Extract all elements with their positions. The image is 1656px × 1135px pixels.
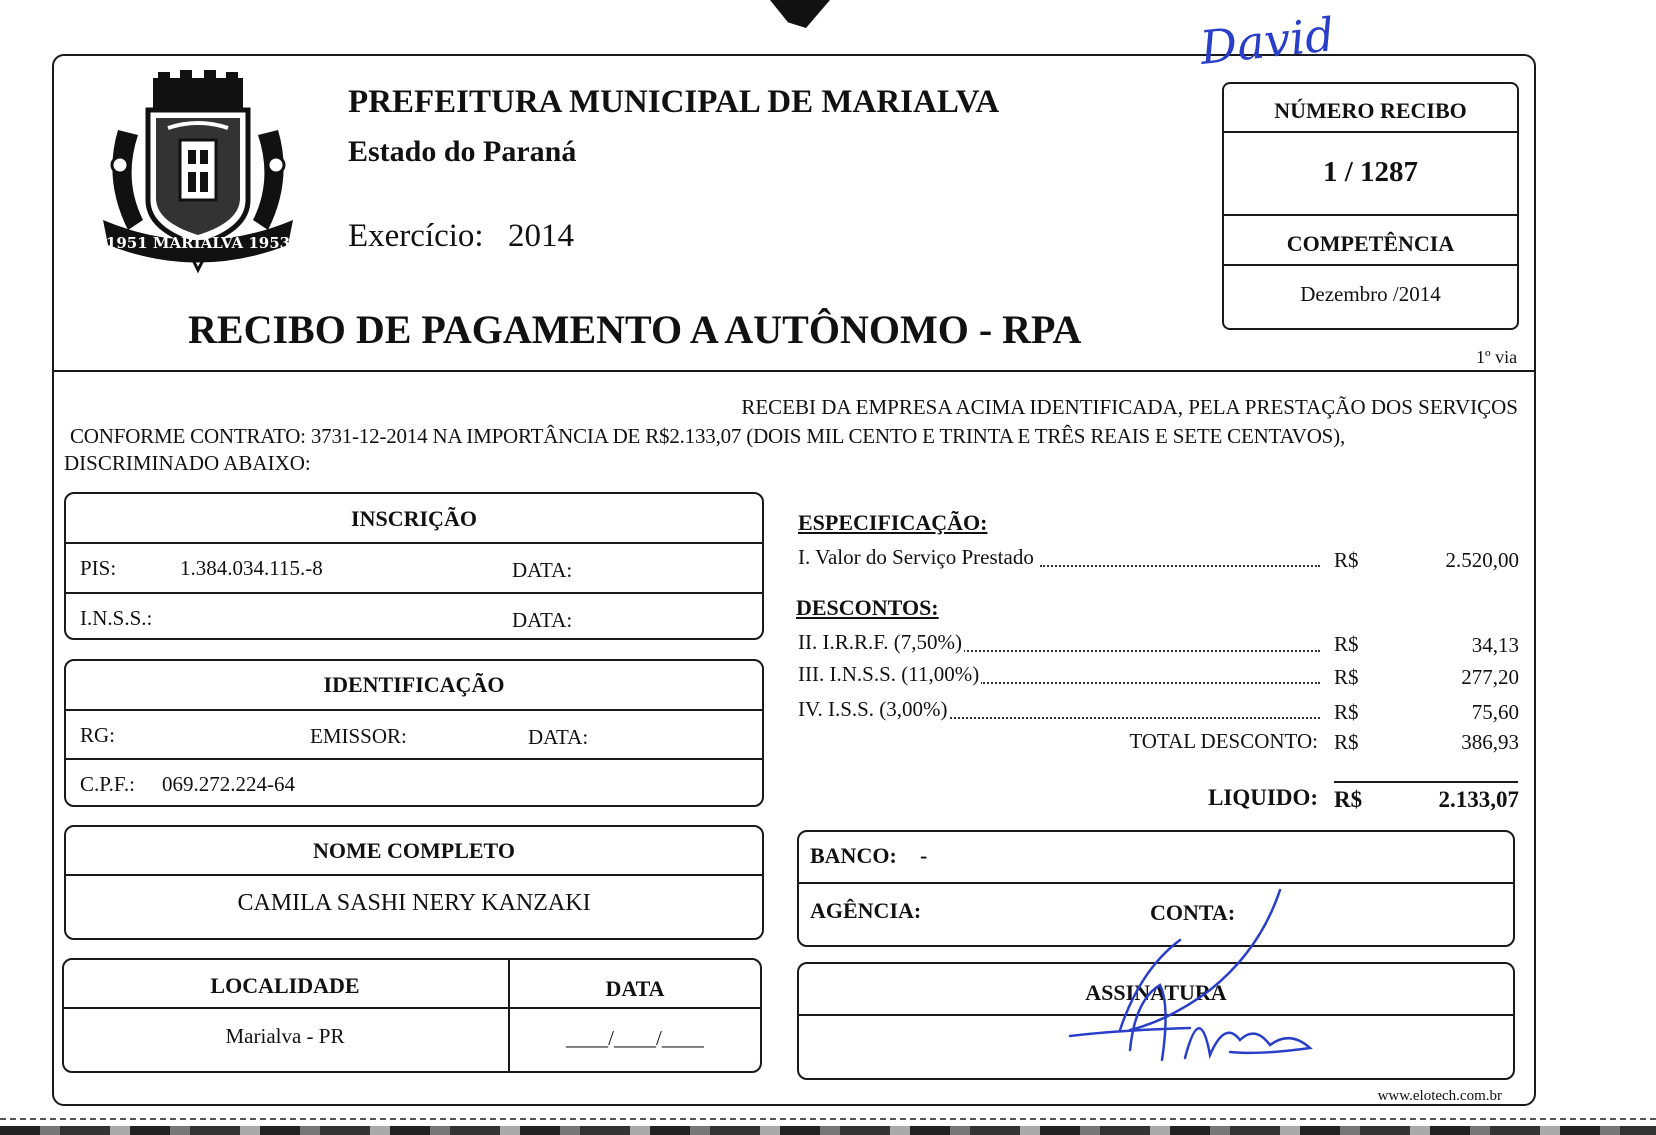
svg-text:1951 MARIALVA 1953: 1951 MARIALVA 1953 [105, 234, 291, 252]
assinatura-title: ASSINATURA [1085, 980, 1227, 1005]
irrf-label: II. I.R.R.F. (7,50%) [798, 630, 962, 654]
total-discount-currency: R$ [1334, 730, 1359, 754]
inss-date-label: DATA: [512, 608, 573, 632]
net-total-rule [1334, 781, 1518, 783]
bank-label: BANCO: [810, 843, 897, 868]
identificacao-divider-1 [64, 709, 764, 711]
date-value: ____/____/____ [566, 1026, 704, 1050]
copy-label: 1º via [1476, 347, 1518, 367]
net-label: LIQUIDO: [1208, 785, 1318, 810]
rg-label: RG: [80, 723, 116, 747]
document-title: RECIBO DE PAGAMENTO A AUTÔNOMO - RPA [188, 307, 1082, 352]
footer-url: www.elotech.com.br [1377, 1088, 1502, 1104]
state-name: Estado do Paraná [348, 135, 577, 168]
identificacao-date-label: DATA: [528, 725, 589, 749]
localidade-title: LOCALIDADE [210, 973, 360, 998]
especificacao-title: ESPECIFICAÇÃO: [798, 510, 988, 535]
inss-label: I.N.S.S.: [80, 606, 153, 630]
receipt-box-divider-3 [1222, 264, 1519, 266]
service-value-label: I. Valor do Serviço Prestado [798, 545, 1034, 569]
irrf-leader [960, 650, 1320, 652]
net-amount: 2.133,07 [1438, 787, 1519, 812]
irrf-currency: R$ [1334, 632, 1359, 656]
inscricao-divider-1 [64, 542, 764, 544]
receipt-box-divider-1 [1222, 131, 1519, 133]
receipt-number-label: NÚMERO RECIBO [1274, 98, 1467, 123]
service-value-currency: R$ [1334, 548, 1359, 572]
localidade-divider [62, 1007, 762, 1009]
iss-leader [950, 717, 1320, 719]
descontos-title: DESCONTOS: [796, 595, 939, 620]
total-discount-label: TOTAL DESCONTO: [1129, 729, 1318, 753]
account-label: CONTA: [1150, 900, 1236, 925]
irrf-amount: 34,13 [1471, 633, 1519, 657]
inss-discount-leader [980, 682, 1320, 684]
scan-artifact-top [770, 0, 830, 28]
pis-label: PIS: [80, 556, 117, 580]
declaration-line-2: CONFORME CONTRATO: 3731-12-2014 NA IMPORTÂNCIA DE R$2.133,07 (DOIS MIL CENTO E TRINTA E TRÊS REAIS E SETE CENTAVOS), [70, 424, 1346, 448]
date-title: DATA [605, 976, 665, 1001]
iss-currency: R$ [1334, 700, 1359, 724]
org-name: PREFEITURA MUNICIPAL DE MARIALVA [348, 84, 1000, 120]
handwritten-note: David [1197, 7, 1337, 75]
handwritten-signature [1060, 880, 1330, 1080]
declaration-line-3: DISCRIMINADO ABAIXO: [64, 451, 311, 475]
identificacao-divider-2 [64, 758, 764, 760]
scan-bottom-strip [0, 1126, 1656, 1135]
pis-value: 1.384.034.115.-8 [180, 556, 323, 580]
inss-discount-currency: R$ [1334, 665, 1359, 689]
declaration-line-1: RECEBI DA EMPRESA ACIMA IDENTIFICADA, PELA PRESTAÇÃO DOS SERVIÇOS [741, 395, 1518, 419]
receipt-box-divider-2 [1222, 214, 1519, 216]
inscricao-divider-2 [64, 592, 764, 594]
iss-label: IV. I.S.S. (3,00%) [798, 697, 948, 721]
nome-value: CAMILA SASHI NERY KANZAKI [237, 890, 591, 916]
service-value-amount: 2.520,00 [1445, 548, 1519, 572]
competence-value: Dezembro /2014 [1300, 282, 1441, 306]
header-divider [52, 370, 1536, 372]
inss-discount-label: III. I.N.S.S. (11,00%) [798, 662, 980, 686]
total-discount-amount: 386,93 [1461, 730, 1519, 754]
nome-divider [64, 874, 764, 876]
municipal-seal [98, 70, 298, 275]
inss-discount-amount: 277,20 [1461, 665, 1519, 689]
service-value-leader [1040, 565, 1320, 567]
pis-date-label: DATA: [512, 558, 573, 582]
competence-label: COMPETÊNCIA [1286, 231, 1455, 256]
nome-title: NOME COMPLETO [313, 838, 515, 863]
cpf-value: 069.272.224-64 [162, 772, 295, 796]
inscricao-title: INSCRIÇÃO [351, 506, 477, 531]
localidade-value: Marialva - PR [225, 1024, 345, 1048]
exercise-year: 2014 [508, 218, 574, 254]
iss-amount: 75,60 [1471, 700, 1519, 724]
cpf-label: C.P.F.: [80, 772, 135, 796]
exercise-label: Exercício: [348, 218, 484, 254]
receipt-number-value: 1 / 1287 [1322, 156, 1419, 188]
identificacao-title: IDENTIFICAÇÃO [323, 672, 505, 697]
agency-label: AGÊNCIA: [810, 898, 922, 923]
scan-dashed-edge [0, 1118, 1656, 1120]
bank-value: - [920, 843, 928, 868]
emissor-label: EMISSOR: [310, 724, 407, 748]
net-currency: R$ [1334, 787, 1363, 812]
